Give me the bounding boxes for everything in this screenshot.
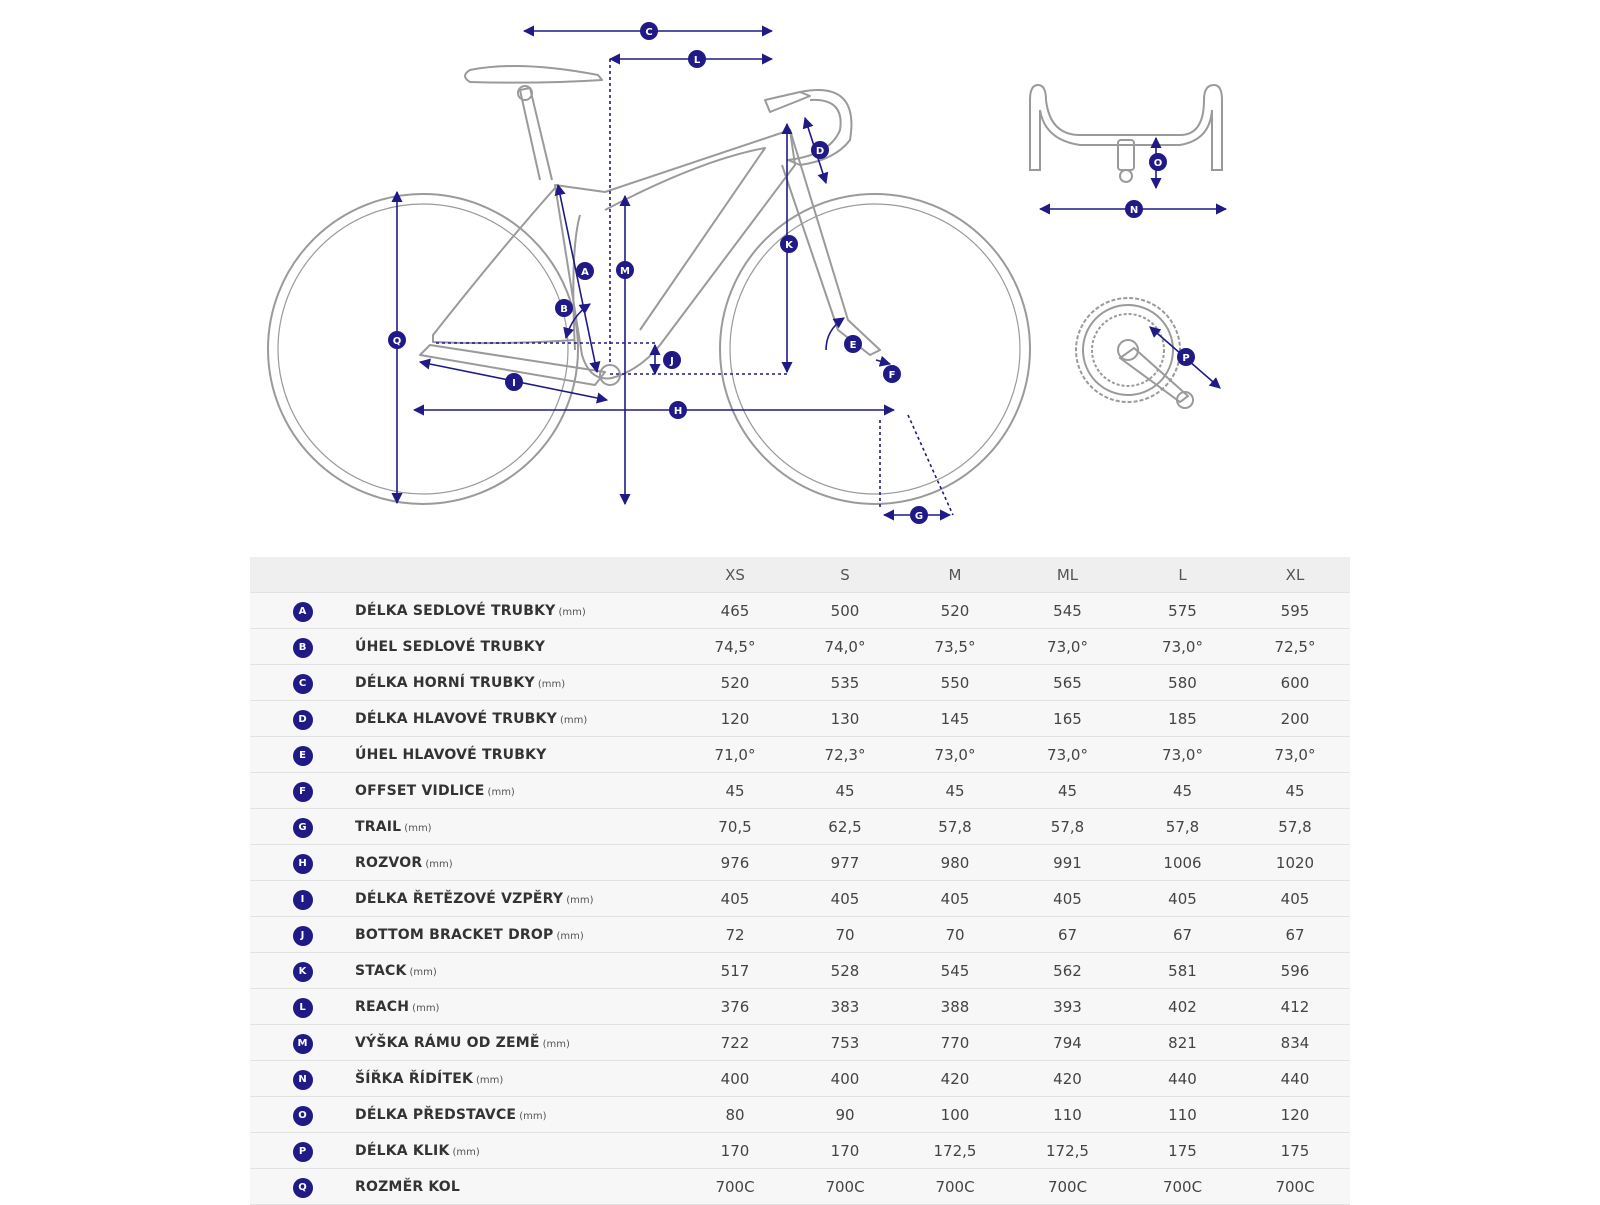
size-value-cell: 565 <box>1010 665 1125 701</box>
size-value-cell: 405 <box>1240 881 1350 917</box>
table-row <box>250 1133 1350 1169</box>
rear-wheel <box>268 194 578 504</box>
size-value-cell: 500 <box>790 593 900 629</box>
svg-text:M: M <box>620 266 630 277</box>
size-value-cell: 388 <box>900 989 1010 1025</box>
row-letter-cell <box>250 773 355 809</box>
badge-q <box>388 331 406 349</box>
badge-g <box>910 506 928 524</box>
row-letter-cell <box>250 701 355 737</box>
size-value-cell: 976 <box>680 845 790 881</box>
size-value-cell: 700C <box>680 1169 790 1205</box>
size-value-cell: 57,8 <box>1240 809 1350 845</box>
size-value-cell: 72,5° <box>1240 629 1350 665</box>
measurement-label-cell <box>355 989 680 1025</box>
size-value-cell: 1006 <box>1125 845 1240 881</box>
size-value-cell: 90 <box>790 1097 900 1133</box>
measurement-name: DÉLKA ŘETĚZOVÉ VZPĚRY <box>355 890 564 907</box>
size-value-cell: 145 <box>900 701 1010 737</box>
measurement-label-cell <box>355 953 680 989</box>
measurement-label-cell <box>355 809 680 845</box>
letter-badge: M <box>293 1034 313 1054</box>
letter-badge: P <box>293 1142 313 1162</box>
measurement-label-cell <box>355 881 680 917</box>
measurement-label-cell <box>355 917 680 953</box>
table-row <box>250 881 1350 917</box>
row-letter-cell <box>250 1169 355 1205</box>
size-value-cell: 57,8 <box>1125 809 1240 845</box>
measurement-unit: (mm) <box>566 894 594 906</box>
size-value-cell: 520 <box>680 665 790 701</box>
size-value-cell: 110 <box>1010 1097 1125 1133</box>
row-letter-cell <box>250 737 355 773</box>
table-row <box>250 845 1350 881</box>
size-value-cell: 130 <box>790 701 900 737</box>
size-value-cell: 172,5 <box>900 1133 1010 1169</box>
measurement-name: ROZVOR <box>355 854 423 871</box>
size-value-cell: 62,5 <box>790 809 900 845</box>
letter-badge: B <box>293 638 313 658</box>
size-value-cell: 1020 <box>1240 845 1350 881</box>
svg-text:K: K <box>785 240 793 251</box>
badge-c <box>640 22 658 40</box>
crankset-inset <box>1076 298 1193 408</box>
measurement-unit: (mm) <box>558 606 586 618</box>
svg-text:I: I <box>512 378 516 389</box>
table-row <box>250 665 1350 701</box>
handlebar-inset <box>1030 85 1222 182</box>
svg-text:L: L <box>693 55 701 66</box>
size-value-cell: 170 <box>790 1133 900 1169</box>
size-value-cell: 73,0° <box>1010 629 1125 665</box>
measurement-label-cell <box>355 665 680 701</box>
size-value-cell: 67 <box>1010 917 1125 953</box>
size-value-cell: 722 <box>680 1025 790 1061</box>
size-value-cell: 562 <box>1010 953 1125 989</box>
letter-badge: O <box>293 1106 313 1126</box>
svg-text:J: J <box>670 356 674 367</box>
measurement-name: ROZMĚR KOL <box>355 1178 461 1195</box>
badge-o <box>1149 153 1167 171</box>
size-value-cell: 73,0° <box>1125 629 1240 665</box>
size-value-cell: 405 <box>1125 881 1240 917</box>
measurement-name: DÉLKA KLIK <box>355 1142 450 1159</box>
size-value-cell: 575 <box>1125 593 1240 629</box>
size-header: M <box>900 557 1010 593</box>
measurement-name: DÉLKA HLAVOVÉ TRUBKY <box>355 710 557 727</box>
size-header: ML <box>1010 557 1125 593</box>
size-value-cell: 794 <box>1010 1025 1125 1061</box>
row-letter-cell <box>250 665 355 701</box>
badge-d <box>811 141 829 159</box>
measurement-name: REACH <box>355 998 410 1015</box>
measurement-name: ŠÍŘKA ŘÍDÍTEK <box>355 1070 474 1087</box>
size-value-cell: 405 <box>1010 881 1125 917</box>
size-value-cell: 821 <box>1125 1025 1240 1061</box>
measurement-label-cell <box>355 701 680 737</box>
size-value-cell: 45 <box>1010 773 1125 809</box>
size-value-cell: 45 <box>1125 773 1240 809</box>
size-value-cell: 45 <box>900 773 1010 809</box>
size-value-cell: 545 <box>900 953 1010 989</box>
size-value-cell: 440 <box>1125 1061 1240 1097</box>
size-value-cell: 175 <box>1240 1133 1350 1169</box>
table-row <box>250 701 1350 737</box>
bike-frame <box>420 66 880 385</box>
table-row <box>250 989 1350 1025</box>
badge-a <box>576 262 594 280</box>
size-value-cell: 700C <box>1125 1169 1240 1205</box>
front-wheel <box>720 194 1030 504</box>
badge-h <box>669 401 687 419</box>
size-value-cell: 581 <box>1125 953 1240 989</box>
svg-text:B: B <box>560 304 568 315</box>
svg-text:Q: Q <box>392 336 402 347</box>
letter-badge: J <box>293 926 313 946</box>
svg-text:F: F <box>888 370 896 381</box>
badge-f <box>883 365 901 383</box>
size-value-cell: 120 <box>680 701 790 737</box>
measurement-unit: (mm) <box>452 1146 480 1158</box>
size-value-cell: 402 <box>1125 989 1240 1025</box>
measurement-unit: (mm) <box>537 678 566 690</box>
bike-geometry-diagram <box>0 0 1600 548</box>
size-value-cell: 71,0° <box>680 737 790 773</box>
size-value-cell: 700C <box>1010 1169 1125 1205</box>
size-value-cell: 57,8 <box>1010 809 1125 845</box>
size-header: S <box>790 557 900 593</box>
table-body <box>250 593 1350 1205</box>
size-value-cell: 770 <box>900 1025 1010 1061</box>
measurement-name: DÉLKA HORNÍ TRUBKY <box>355 674 535 691</box>
size-value-cell: 834 <box>1240 1025 1350 1061</box>
letter-badge: I <box>293 890 313 910</box>
svg-text:G: G <box>914 511 924 522</box>
row-letter-cell <box>250 1025 355 1061</box>
measurement-unit: (mm) <box>559 714 588 726</box>
letter-badge: L <box>293 998 313 1018</box>
row-letter-cell <box>250 1097 355 1133</box>
row-letter-cell <box>250 953 355 989</box>
row-letter-cell <box>250 593 355 629</box>
measurement-name: STACK <box>355 962 407 979</box>
row-letter-cell <box>250 1133 355 1169</box>
size-value-cell: 700C <box>900 1169 1010 1205</box>
size-value-cell: 73,0° <box>1125 737 1240 773</box>
row-letter-cell <box>250 629 355 665</box>
measurement-unit: (mm) <box>425 858 453 870</box>
size-value-cell: 596 <box>1240 953 1350 989</box>
size-value-cell: 600 <box>1240 665 1350 701</box>
size-value-cell: 405 <box>790 881 900 917</box>
size-value-cell: 57,8 <box>900 809 1010 845</box>
size-value-cell: 72,3° <box>790 737 900 773</box>
badge-j <box>663 351 681 369</box>
size-value-cell: 74,0° <box>790 629 900 665</box>
measurement-label-cell <box>355 593 680 629</box>
size-value-cell: 67 <box>1125 917 1240 953</box>
badge-i <box>505 373 523 391</box>
size-value-cell: 73,0° <box>900 737 1010 773</box>
dimension-lines <box>397 31 1226 515</box>
row-letter-cell <box>250 809 355 845</box>
size-value-cell: 517 <box>680 953 790 989</box>
size-value-cell: 73,0° <box>1010 737 1125 773</box>
svg-text:E: E <box>849 340 857 351</box>
letter-badge: E <box>293 746 313 766</box>
size-value-cell: 991 <box>1010 845 1125 881</box>
size-value-cell: 580 <box>1125 665 1240 701</box>
size-value-cell: 185 <box>1125 701 1240 737</box>
letter-badge: F <box>293 782 313 802</box>
letter-badge: G <box>293 818 313 838</box>
size-value-cell: 420 <box>900 1061 1010 1097</box>
measurement-label-cell <box>355 629 680 665</box>
size-value-cell: 400 <box>790 1061 900 1097</box>
size-value-cell: 977 <box>790 845 900 881</box>
badge-p <box>1177 348 1195 366</box>
table-row <box>250 629 1350 665</box>
size-value-cell: 172,5 <box>1010 1133 1125 1169</box>
size-value-cell: 165 <box>1010 701 1125 737</box>
size-value-cell: 753 <box>790 1025 900 1061</box>
measurement-label-cell <box>355 737 680 773</box>
measurement-unit: (mm) <box>476 1074 504 1086</box>
header-empty <box>250 557 355 593</box>
row-letter-cell <box>250 989 355 1025</box>
letter-badge: K <box>293 962 313 982</box>
measurement-name: DÉLKA SEDLOVÉ TRUBKY <box>355 602 556 619</box>
table-row <box>250 1061 1350 1097</box>
letter-badge: A <box>293 602 313 622</box>
measurement-name: BOTTOM BRACKET DROP <box>355 926 554 943</box>
letter-badge: Q <box>293 1178 313 1198</box>
row-letter-cell <box>250 845 355 881</box>
measurement-unit: (mm) <box>487 786 515 798</box>
table-header-row <box>250 557 1350 593</box>
size-value-cell: 200 <box>1240 701 1350 737</box>
measurement-label-cell <box>355 1025 680 1061</box>
letter-badge: D <box>293 710 313 730</box>
badge-l <box>688 50 706 68</box>
measurement-label-cell <box>355 1169 680 1205</box>
size-value-cell: 45 <box>1240 773 1350 809</box>
size-value-cell: 700C <box>790 1169 900 1205</box>
measurement-name: VÝŠKA RÁMU OD ZEMĚ <box>355 1034 540 1051</box>
table-row <box>250 953 1350 989</box>
size-value-cell: 980 <box>900 845 1010 881</box>
dimension-letter-badges <box>388 22 1195 524</box>
measurement-unit: (mm) <box>542 1038 570 1050</box>
size-value-cell: 45 <box>680 773 790 809</box>
measurement-label-cell <box>355 1097 680 1133</box>
measurement-label-cell <box>355 773 680 809</box>
measurement-name: DÉLKA PŘEDSTAVCE <box>355 1106 517 1123</box>
table-row <box>250 593 1350 629</box>
size-value-cell: 595 <box>1240 593 1350 629</box>
letter-badge: N <box>293 1070 313 1090</box>
size-value-cell: 170 <box>680 1133 790 1169</box>
row-letter-cell <box>250 917 355 953</box>
measurement-label-cell <box>355 1133 680 1169</box>
size-value-cell: 545 <box>1010 593 1125 629</box>
badge-n <box>1125 200 1143 218</box>
badge-k <box>780 235 798 253</box>
table-row <box>250 809 1350 845</box>
svg-text:P: P <box>1182 353 1190 364</box>
size-header: XL <box>1240 557 1350 593</box>
svg-text:H: H <box>673 406 683 417</box>
measurement-unit: (mm) <box>556 930 584 942</box>
letter-badge: C <box>293 674 313 694</box>
size-value-cell: 520 <box>900 593 1010 629</box>
svg-text:C: C <box>645 27 653 38</box>
table-row <box>250 773 1350 809</box>
size-value-cell: 700C <box>1240 1169 1350 1205</box>
size-value-cell: 383 <box>790 989 900 1025</box>
svg-text:N: N <box>1129 205 1139 216</box>
size-value-cell: 400 <box>680 1061 790 1097</box>
table-row <box>250 737 1350 773</box>
badge-b <box>555 299 573 317</box>
size-value-cell: 440 <box>1240 1061 1350 1097</box>
size-header: XS <box>680 557 790 593</box>
measurement-unit: (mm) <box>519 1110 547 1122</box>
size-value-cell: 70,5 <box>680 809 790 845</box>
letter-badge: H <box>293 854 313 874</box>
size-value-cell: 412 <box>1240 989 1350 1025</box>
size-value-cell: 376 <box>680 989 790 1025</box>
measurement-name: ÚHEL HLAVOVÉ TRUBKY <box>355 746 547 763</box>
svg-text:O: O <box>1153 158 1163 169</box>
table-row <box>250 1025 1350 1061</box>
measurement-name: ÚHEL SEDLOVÉ TRUBKY <box>355 638 546 655</box>
measurement-unit: (mm) <box>412 1002 440 1014</box>
table-row <box>250 917 1350 953</box>
size-value-cell: 67 <box>1240 917 1350 953</box>
measurement-name: OFFSET VIDLICE <box>355 782 485 799</box>
header-empty <box>355 557 680 593</box>
size-value-cell: 72 <box>680 917 790 953</box>
size-value-cell: 465 <box>680 593 790 629</box>
measurement-label-cell <box>355 1061 680 1097</box>
measurement-unit: (mm) <box>409 966 437 978</box>
size-value-cell: 175 <box>1125 1133 1240 1169</box>
size-header: L <box>1125 557 1240 593</box>
badge-e <box>844 335 862 353</box>
size-value-cell: 73,5° <box>900 629 1010 665</box>
size-value-cell: 120 <box>1240 1097 1350 1133</box>
measurement-label-cell <box>355 845 680 881</box>
size-value-cell: 70 <box>900 917 1010 953</box>
size-value-cell: 405 <box>900 881 1010 917</box>
size-value-cell: 100 <box>900 1097 1010 1133</box>
row-letter-cell <box>250 881 355 917</box>
size-value-cell: 393 <box>1010 989 1125 1025</box>
size-value-cell: 550 <box>900 665 1010 701</box>
measurement-name: TRAIL <box>355 818 402 835</box>
size-value-cell: 45 <box>790 773 900 809</box>
row-letter-cell <box>250 1061 355 1097</box>
size-value-cell: 73,0° <box>1240 737 1350 773</box>
size-value-cell: 110 <box>1125 1097 1240 1133</box>
geometry-table <box>250 557 1350 1205</box>
table-row <box>250 1097 1350 1133</box>
size-value-cell: 535 <box>790 665 900 701</box>
size-value-cell: 80 <box>680 1097 790 1133</box>
svg-text:D: D <box>815 146 825 157</box>
size-value-cell: 528 <box>790 953 900 989</box>
measurement-unit: (mm) <box>404 822 432 834</box>
size-value-cell: 405 <box>680 881 790 917</box>
badge-m <box>616 261 634 279</box>
table-row <box>250 1169 1350 1205</box>
size-value-cell: 420 <box>1010 1061 1125 1097</box>
size-value-cell: 74,5° <box>680 629 790 665</box>
size-value-cell: 70 <box>790 917 900 953</box>
svg-text:A: A <box>581 267 589 278</box>
